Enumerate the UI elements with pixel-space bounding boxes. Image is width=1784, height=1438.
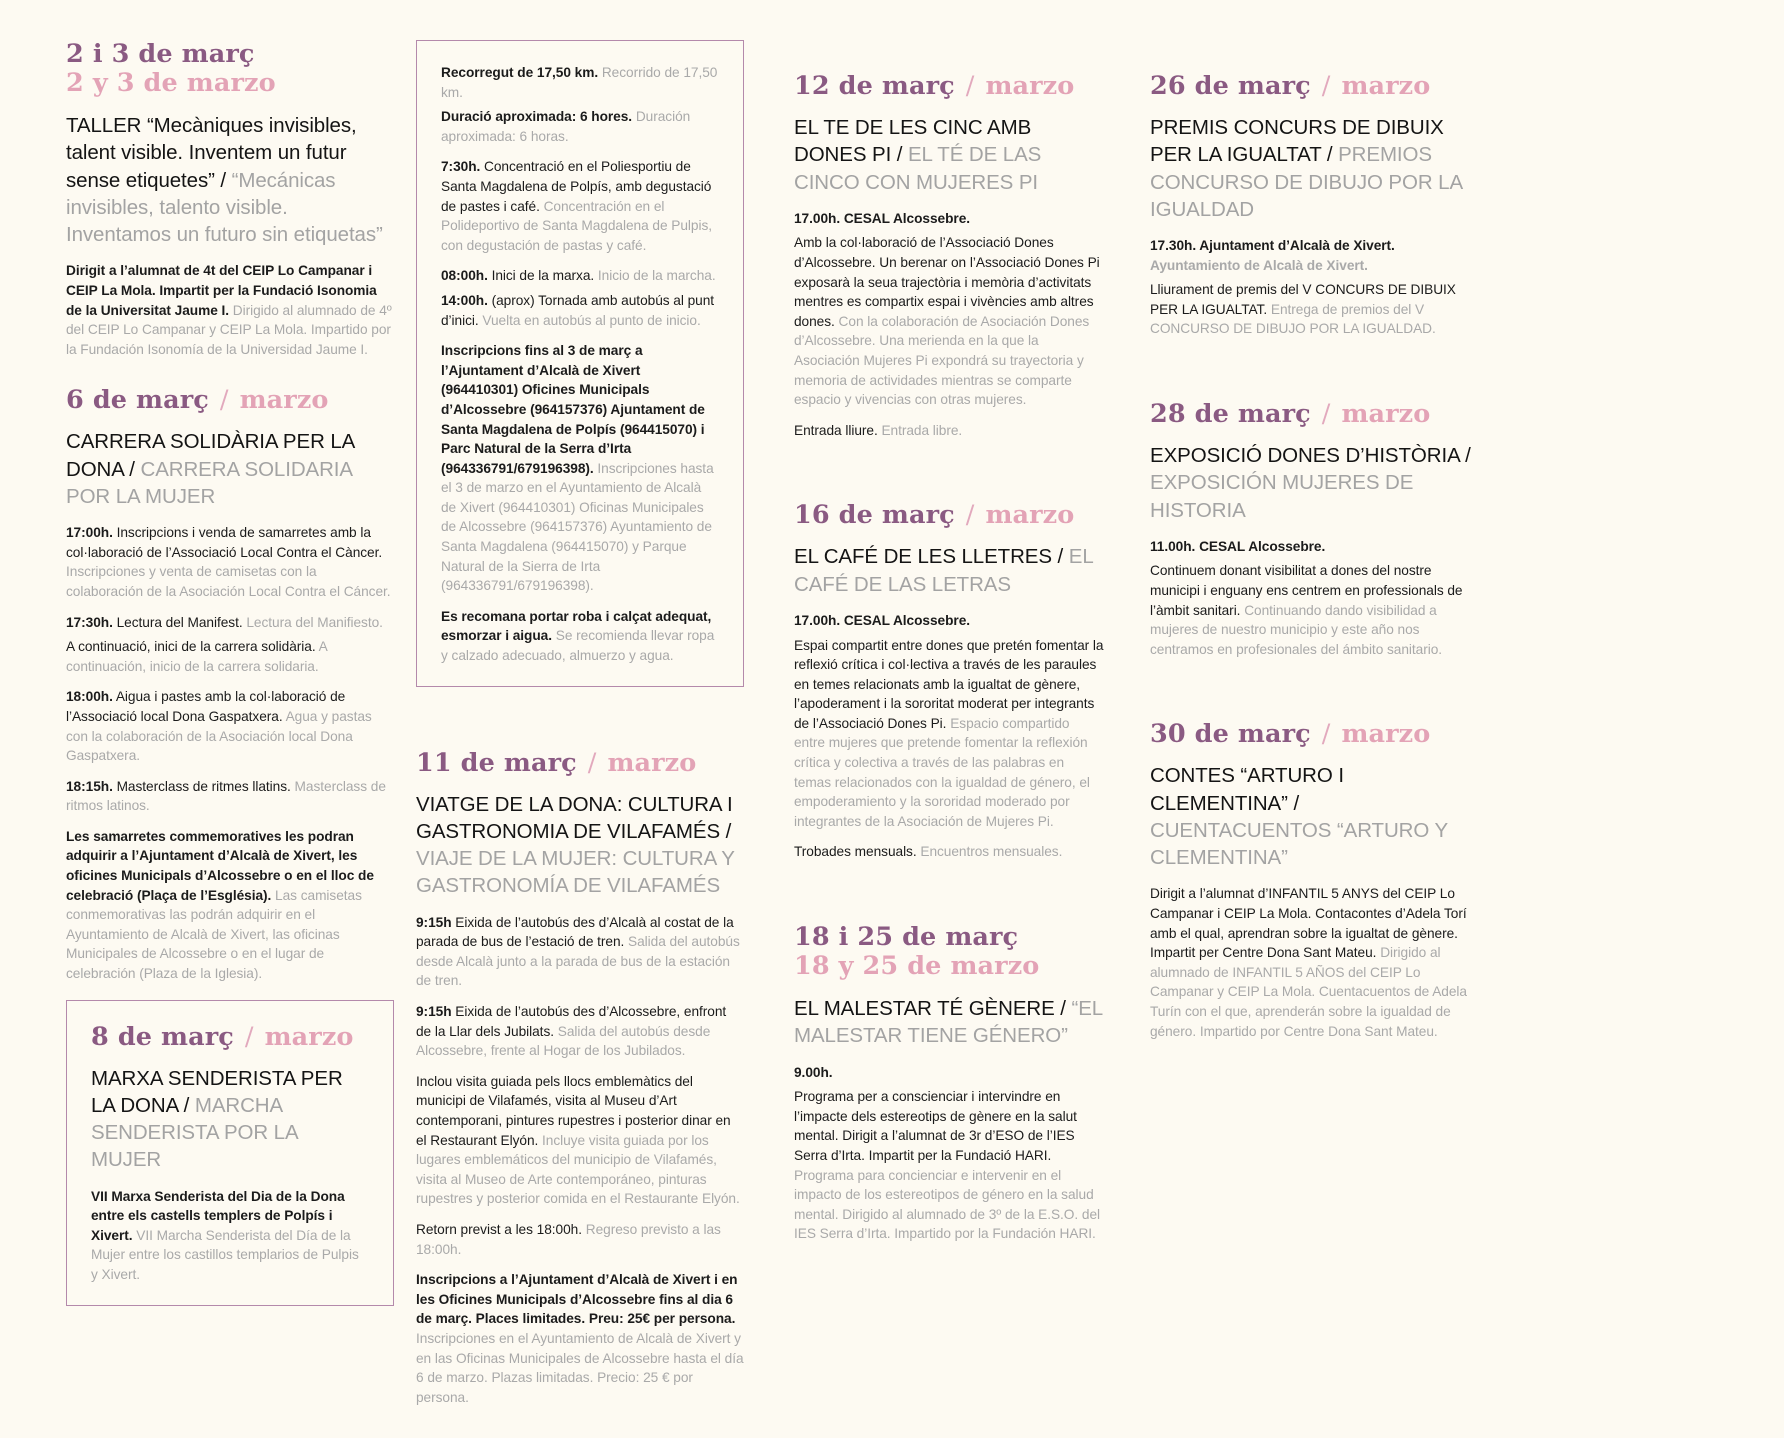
event-description bbox=[1150, 561, 1484, 659]
desc-spanish: Inscripciones y venta de camisetas con la colaboración de la Asociación Local Contra el Cáncer. bbox=[66, 564, 391, 599]
duration-spanish: Duración aproximada: 6 horas. bbox=[441, 109, 691, 144]
event-12-march bbox=[794, 72, 1104, 440]
freq-spanish: Encuentros mensuales. bbox=[916, 844, 1063, 860]
title-catalan: EL CAFÉ DE LES LLETRES bbox=[794, 545, 1052, 569]
title-separator: / bbox=[214, 168, 232, 192]
event-16-march bbox=[794, 501, 1104, 862]
event-title bbox=[66, 112, 394, 248]
desc-catalan: Eixida de l’autobús des d’Alcossebre, enfront de la Llar dels Jubilats. bbox=[416, 1004, 727, 1039]
return-info bbox=[416, 1220, 744, 1259]
title-separator: / bbox=[720, 819, 732, 843]
desc-catalan: Concentració en el Poliesportiu de Santa Magdalena de Polpís, amb degustació de pastes i café. bbox=[441, 159, 712, 214]
date-separator: / bbox=[587, 747, 597, 778]
event-date bbox=[794, 72, 1104, 101]
date-catalan: 11 de març bbox=[416, 747, 577, 778]
spacer bbox=[1150, 350, 1484, 400]
schedule-item bbox=[66, 637, 394, 676]
date-separator: / bbox=[965, 500, 975, 531]
desc-spanish: Dirigido al alumnado de INFANTIL 5 AÑOS del CEIP Lo Campanar y CEIP La Mola. Cuentacuentos de Adela Turín con el que, aprenderán sobre la igualdad de género. Impartido por Centre Dona Sant Mateu. bbox=[1150, 945, 1467, 1039]
title-catalan: PREMIS CONCURS DE DIBUIX PER LA IGUALTAT bbox=[1150, 116, 1444, 167]
title-spanish: CAFÉ DE LAS LETRAS bbox=[794, 572, 1011, 596]
award-info bbox=[1150, 280, 1484, 339]
frequency-info bbox=[794, 842, 1104, 862]
date-separator: / bbox=[1321, 399, 1331, 430]
event-date bbox=[1150, 720, 1484, 749]
desc-spanish: Continuando dando visibilidad a mujeres de nuestro municipio y este año nos centramos en profesionales del ámbito sanitario. bbox=[1150, 602, 1443, 657]
event-description bbox=[1150, 884, 1484, 1041]
event-title bbox=[794, 543, 1104, 598]
time-label: 17:00h. bbox=[66, 525, 113, 541]
time-label: 08:00h. bbox=[441, 268, 488, 284]
time-label: 9.00h. bbox=[794, 1064, 833, 1080]
date-separator: / bbox=[244, 1021, 254, 1052]
event-2-3-march bbox=[66, 40, 394, 359]
freq-catalan: Trobades mensuals. bbox=[794, 844, 917, 860]
tour-details bbox=[416, 1072, 744, 1209]
desc-catalan: Retorn previst a les 18:00h. bbox=[416, 1222, 582, 1237]
time-label: 9:15h bbox=[416, 914, 452, 930]
desc-catalan: (aprox) Tornada amb autobús al punt d’inici. bbox=[441, 292, 715, 328]
event-title bbox=[1150, 442, 1484, 524]
entry-catalan: Entrada lliure. bbox=[794, 422, 878, 438]
title-spanish: MARCHA SENDERISTA POR LA MUJER bbox=[91, 1093, 298, 1172]
date-catalan: 26 de març bbox=[1150, 71, 1311, 101]
title-spanish: VIAJE DE LA MUJER: CULTURA Y GASTRONOMÍA DE VILAFAMÉS bbox=[416, 847, 735, 898]
venue-time bbox=[1150, 537, 1484, 557]
title-separator: / bbox=[1459, 444, 1471, 468]
time-label: 9:15h bbox=[416, 1004, 452, 1020]
column-3 bbox=[766, 40, 1124, 1418]
rec-catalan: Es recomana portar roba i calçat adequat, esmorzar i aigua. bbox=[441, 608, 712, 644]
venue-time bbox=[1150, 236, 1484, 275]
reg-spanish: Inscripciones en el Ayuntamiento de Alcalà de Xivert y en las Oficinas Municipales de Alcossebre hasta el día 6 de marzo. Plazas limitadas. Precio: 25 € por persona. bbox=[416, 1330, 744, 1405]
date-catalan: 18 i 25 de març bbox=[794, 922, 1019, 953]
duration-catalan: Duració aproximada: 6 hores. bbox=[441, 109, 633, 125]
venue-time bbox=[794, 611, 1104, 631]
desc-spanish: Concentración en el Polideportivo de Santa Magdalena de Pulpis, con degustación de pastas y café. bbox=[441, 198, 713, 253]
schedule-item bbox=[416, 913, 744, 991]
event-description bbox=[794, 1087, 1104, 1244]
date-spanish: 18 y 25 de marzo bbox=[794, 951, 1040, 982]
schedule-item bbox=[441, 291, 719, 330]
reg-catalan: Inscripcions fins al 3 de març a l’Ajuntament d’Alcalà de Xivert (964410301) Oficines Municipals d’Alcossebre (964157376) Ajuntament de Santa Magdalena de Polpís (964415070) i Parc Natural de la Serra d’Irta (964336791/679196398). bbox=[441, 343, 705, 476]
route-spanish: Recorrido de 17,50 km. bbox=[441, 65, 718, 100]
desc-catalan: Lectura del Manifest. bbox=[112, 614, 243, 630]
desc-catalan: Aigua i pastes amb la col·laboració de l’Associació local Dona Gaspatxera. bbox=[66, 689, 346, 724]
award-catalan: Lliurament de premis del V CONCURS DE DIBUIX PER LA IGUALTAT. bbox=[1150, 282, 1456, 317]
event-description bbox=[794, 233, 1104, 409]
event-title bbox=[91, 1065, 369, 1174]
venue-label: 17.00h. CESAL Alcossebre. bbox=[794, 612, 971, 628]
title-spanish: EXPOSICIÓN MUJERES DE HISTORIA bbox=[1150, 471, 1414, 522]
spacer bbox=[794, 40, 1104, 72]
date-separator: / bbox=[965, 71, 975, 101]
schedule-item bbox=[66, 523, 394, 601]
date-spanish: 2 y 3 de marzo bbox=[66, 68, 276, 99]
event-title bbox=[794, 114, 1104, 196]
title-catalan: VIATGE DE LA DONA: CULTURA I GASTRONOMIA DE VILAFAMÉS bbox=[416, 792, 733, 843]
desc-catalan: Inici de la marxa. bbox=[487, 268, 595, 284]
date-catalan: 8 de març bbox=[91, 1021, 234, 1052]
event-6-march bbox=[66, 386, 394, 983]
title-spanish: “Mecánicas invisibles, talento visible. Inventamos un futuro sin etiquetas” bbox=[66, 168, 383, 247]
event-title bbox=[1150, 762, 1484, 871]
desc-catalan: Dirigit a l’alumnat d’INFANTIL 5 ANYS del CEIP Lo Campanar i CEIP La Mola. Contacontes d’Adela Torí amb el qual, aprendran sobre la igualtat de gènere. Impartit per Centre Dona Sant Mateu. bbox=[1150, 886, 1467, 961]
title-catalan: TALLER “Mecàniques invisibles, talent visible. Inventem un futur sense etiquetes” bbox=[66, 114, 357, 192]
event-title bbox=[66, 428, 394, 510]
date-separator: / bbox=[219, 385, 229, 416]
title-spanish: CARRERA SOLIDARIA POR LA MUJER bbox=[66, 457, 352, 508]
desc-spanish: Vuelta en autobús al punto de inicio. bbox=[478, 312, 701, 328]
desc-spanish: Lectura del Manifiesto. bbox=[242, 614, 383, 630]
schedule-item bbox=[441, 266, 719, 286]
venue-catalan: 17.30h. Ajuntament d’Alcalà de Xivert. bbox=[1150, 238, 1395, 254]
title-spanish: CONCURSO DE DIBUJO POR LA IGUALDAD bbox=[1150, 170, 1462, 221]
event-date bbox=[91, 1023, 369, 1052]
date-spanish: marzo bbox=[1341, 719, 1431, 750]
desc-spanish: Espacio compartido entre mujeres que pretende fomentar la reflexión crítica y colectiva a través de las palabras en temas relacionados con la igualdad de género, el empoderamiento y la sororidad moderado por integrantes de la Asociación de Mujeres Pi. bbox=[794, 715, 1090, 829]
desc-catalan: Continuem donant visibilitat a dones del nostre municipi i enguany ens centrem en professionals de l’àmbit sanitari. bbox=[1150, 563, 1463, 618]
event-28-march bbox=[1150, 400, 1484, 659]
date-spanish: marzo bbox=[985, 71, 1075, 101]
date-catalan: 30 de març bbox=[1150, 719, 1311, 750]
desc-spanish: Salida del autobús desde Alcossebre, frente al Hogar de los Jubilados. bbox=[416, 1023, 711, 1059]
title-spanish: “EL MALESTAR TIENE GÉNERO” bbox=[794, 997, 1103, 1048]
desc-spanish: Salida del autobús desde Alcalà junto a la parada de bus de la estación de tren. bbox=[416, 934, 740, 989]
hiking-details-box bbox=[416, 40, 744, 687]
spacer bbox=[416, 687, 744, 749]
date-catalan: 12 de març bbox=[794, 71, 955, 101]
note-spanish: Las camisetas conmemorativas las podrán adquirir en el Ayuntamiento de Alcalà de Xivert, las oficinas Municipales de Alcossebre o en el lugar de celebración (Plaza de la Iglesia). bbox=[66, 887, 362, 982]
title-spanish-head: EL bbox=[1068, 545, 1093, 569]
note-catalan: Les samarretes commemoratives les podran adquirir a l’Ajuntament d’Alcalà de Xivert, les oficines Municipals d’Alcossebre o en el lloc de celebració (Plaça de l’Església). bbox=[66, 828, 374, 903]
event-11-march bbox=[416, 749, 744, 1408]
desc-spanish: VII Marcha Senderista del Día de la Mujer entre los castillos templarios de Pulpis y Xivert. bbox=[91, 1227, 359, 1283]
title-catalan: CONTES “ARTURO I CLEMENTINA” bbox=[1150, 764, 1344, 815]
event-8-march-box bbox=[66, 1000, 394, 1306]
event-date bbox=[794, 501, 1104, 530]
desc-spanish: Dirigido al alumnado de 4º del CEIP Lo Campanar y CEIP La Mola. Impartido por la Fundación Isonomía de la Universidad Jaume I. bbox=[66, 302, 392, 357]
time-label: 17:30h. bbox=[66, 614, 113, 630]
desc-catalan: Eixida de l’autobús des d’Alcalà al costat de la parada de bus de l’estació de tren. bbox=[416, 914, 734, 950]
date-spanish: marzo bbox=[985, 500, 1075, 531]
schedule-item bbox=[66, 613, 394, 633]
event-date bbox=[416, 749, 744, 778]
event-26-march bbox=[1150, 72, 1484, 339]
desc-spanish: Agua y pastas con la colaboración de la Asociación local Dona Gaspatxera. bbox=[66, 708, 372, 764]
venue-spanish: Ayuntamiento de Alcalà de Xivert. bbox=[1150, 257, 1368, 273]
event-description bbox=[794, 636, 1104, 832]
desc-spanish: Programa para concienciar e intervenir en el impacto de los estereotipos de género en la salud mental. Dirigido al alumnado de 3º de la E.S.O. del IES Serra d’Irta. Impartido por la Fundación HARI. bbox=[794, 1167, 1101, 1242]
date-catalan: 28 de març bbox=[1150, 399, 1311, 430]
event-date bbox=[794, 923, 1104, 981]
schedule-item bbox=[441, 157, 719, 255]
column-4 bbox=[1124, 40, 1484, 1418]
award-spanish: Entrega de premios del V CONCURSO DE DIBUJO POR LA IGUALDAD. bbox=[1150, 301, 1436, 337]
reg-catalan: Inscripcions a l’Ajuntament d’Alcalà de Xivert i en les Oficines Municipals d’Alcossebre fins al dia 6 de març. Places limitades. Preu: 25€ per persona. bbox=[416, 1272, 738, 1327]
title-catalan: CARRERA SOLIDÀRIA PER LA DONA bbox=[66, 430, 355, 481]
desc-catalan: Dirigit a l’alumnat de 4t del CEIP Lo Campanar i CEIP La Mola. Impartit per la Fundació Isonomia de la Universitat Jaume I. bbox=[66, 263, 377, 318]
date-spanish: marzo bbox=[607, 747, 697, 778]
event-title bbox=[416, 791, 744, 900]
column-1 bbox=[66, 40, 416, 1418]
venue-label: 17.00h. CESAL Alcossebre. bbox=[794, 210, 971, 226]
title-catalan: EXPOSICIÓ DONES D’HISTÒRIA bbox=[1150, 444, 1460, 468]
recommendation-info bbox=[441, 607, 719, 666]
desc-catalan: A continuació, inici de la carrera solidària. bbox=[66, 639, 316, 655]
title-spanish-head: PREMIOS bbox=[1338, 143, 1432, 167]
desc-catalan: Amb la col·laboració de l’Associació Dones d’Alcossebre. Un berenar on l’Associació Dones Pi exposarà la seua trajectòria i memòria d’activitats mentres es compartix espai i vivències amb altres dones. bbox=[794, 235, 1100, 329]
spacer bbox=[1150, 40, 1484, 72]
title-catalan: MARXA SENDERISTA PER LA DONA bbox=[91, 1066, 343, 1117]
event-note bbox=[66, 827, 394, 984]
date-catalan: 6 de març bbox=[66, 385, 209, 416]
schedule-item bbox=[416, 1002, 744, 1061]
column-2 bbox=[416, 40, 766, 1418]
event-title bbox=[794, 995, 1104, 1050]
venue-time bbox=[794, 209, 1104, 229]
entry-info bbox=[794, 421, 1104, 441]
title-spanish: CUENTACUENTOS “ARTURO Y CLEMENTINA” bbox=[1150, 818, 1448, 870]
date-spanish: marzo bbox=[1341, 399, 1431, 430]
desc-catalan: Programa per a conscienciar i intervindre en l’impacte dels estereotips de gènere en la salut mental. Dirigit a l’alumnat de 3r d’ESO de l’IES Serra d’Irta. Impartit per la Fundació HARI. bbox=[794, 1089, 1077, 1164]
spacer bbox=[1150, 670, 1484, 720]
date-separator: / bbox=[1321, 719, 1331, 750]
title-spanish: EL TÉ DE LAS CINCO CON MUJERES PI bbox=[794, 143, 1042, 194]
date-spanish: marzo bbox=[239, 385, 329, 416]
event-date bbox=[66, 40, 394, 98]
title-separator: / bbox=[1054, 997, 1072, 1021]
entry-spanish: Entrada libre. bbox=[877, 422, 963, 438]
spacer bbox=[66, 370, 394, 386]
desc-catalan: Inscripcions i venda de samarretes amb la col·laboració de l’Associació Local Contra el Càncer. bbox=[66, 525, 383, 560]
desc-spanish: Con la colaboración de Asociación Dones d’Alcossebre. Una merienda en la que la Asociación Mujeres Pi expondrá su trayectoria y memoria de actividades mientras se comparte espacio y vivencias con otras mujeres. bbox=[794, 313, 1090, 408]
title-separator: / bbox=[1321, 143, 1339, 167]
date-catalan: 16 de març bbox=[794, 500, 955, 531]
desc-catalan: VII Marxa Senderista del Dia de la Dona entre els castells templers de Polpís i Xivert. bbox=[91, 1188, 345, 1243]
registration-info bbox=[416, 1270, 744, 1407]
desc-catalan: Inclou visita guiada pels llocs emblemàtics del municipi de Vilafamés, visita al Museu d’Art contemporani, pintures rupestres i posterior dinar en el Restaurant Elyón. bbox=[416, 1073, 731, 1148]
reg-spanish: Inscripciones hasta el 3 de marzo en el Ayuntamiento de Alcalà de Xivert (964410301) Oficinas Municipales de Alcossebre (964157376) Ayuntamiento de Santa Magdalena (964415070) y Parque Natural de la Sierra de Irta (964336791/679196398). bbox=[441, 460, 714, 594]
desc-catalan: Masterclass de ritmes llatins. bbox=[112, 778, 291, 794]
spacer bbox=[794, 873, 1104, 923]
event-title bbox=[1150, 114, 1484, 223]
time-label: 7:30h. bbox=[441, 159, 481, 175]
time-info bbox=[794, 1063, 1104, 1083]
event-description bbox=[66, 261, 394, 359]
title-separator: / bbox=[1287, 791, 1300, 815]
rec-spanish: Se recomienda llevar ropa y calzado adecuado, almuerzo y agua. bbox=[441, 628, 715, 664]
title-separator: / bbox=[1051, 545, 1069, 569]
route-catalan: Recorregut de 17,50 km. bbox=[441, 65, 599, 80]
schedule-item bbox=[66, 777, 394, 816]
event-18-25-march bbox=[794, 923, 1104, 1244]
title-catalan: EL TE DE LES CINC AMB DONES PI bbox=[794, 116, 1032, 167]
date-spanish: marzo bbox=[264, 1021, 354, 1052]
desc-spanish: Incluye visita guiada por los lugares emblemáticos del municipio de Vilafamés, visita al Museo de Arte contemporáneo, pinturas rupestres y posterior comida en el Restaurante Elyón. bbox=[416, 1132, 740, 1207]
title-separator: / bbox=[891, 143, 908, 167]
date-separator: / bbox=[1321, 71, 1331, 101]
duration-info bbox=[441, 107, 719, 146]
desc-catalan: Espai compartit entre dones que pretén fomentar la reflexió crítica i col·lectiva a través de les paraules en temes relacionats amb la igualtat de gènere, l’apoderament i la sororitat moderat per integrants de l’Associació Dones Pi. bbox=[794, 637, 1104, 731]
date-catalan: 2 i 3 de març bbox=[66, 39, 255, 69]
event-date bbox=[66, 386, 394, 415]
time-label: 14:00h. bbox=[441, 292, 488, 308]
route-info bbox=[441, 63, 719, 102]
spacer bbox=[794, 451, 1104, 501]
venue-label: 11.00h. CESAL Alcossebre. bbox=[1150, 538, 1326, 554]
title-catalan: EL MALESTAR TÉ GÈNERE bbox=[794, 997, 1055, 1021]
date-spanish: marzo bbox=[1341, 71, 1431, 101]
event-date bbox=[1150, 400, 1484, 429]
schedule-item bbox=[66, 687, 394, 765]
desc-spanish: Masterclass de ritmos latinos. bbox=[66, 778, 386, 814]
event-date bbox=[1150, 72, 1484, 101]
event-30-march bbox=[1150, 720, 1484, 1041]
title-separator: / bbox=[123, 457, 141, 481]
time-label: 18:00h. bbox=[66, 689, 113, 705]
desc-spanish: Regreso previsto a las 18:00h. bbox=[416, 1222, 721, 1257]
desc-spanish: Inicio de la marcha. bbox=[594, 268, 716, 284]
title-separator: / bbox=[178, 1093, 195, 1117]
time-label: 18:15h. bbox=[66, 778, 113, 794]
desc-spanish: A continuación, inicio de la carrera solidaria. bbox=[66, 639, 327, 674]
event-description bbox=[91, 1187, 369, 1285]
registration-info bbox=[441, 341, 719, 596]
